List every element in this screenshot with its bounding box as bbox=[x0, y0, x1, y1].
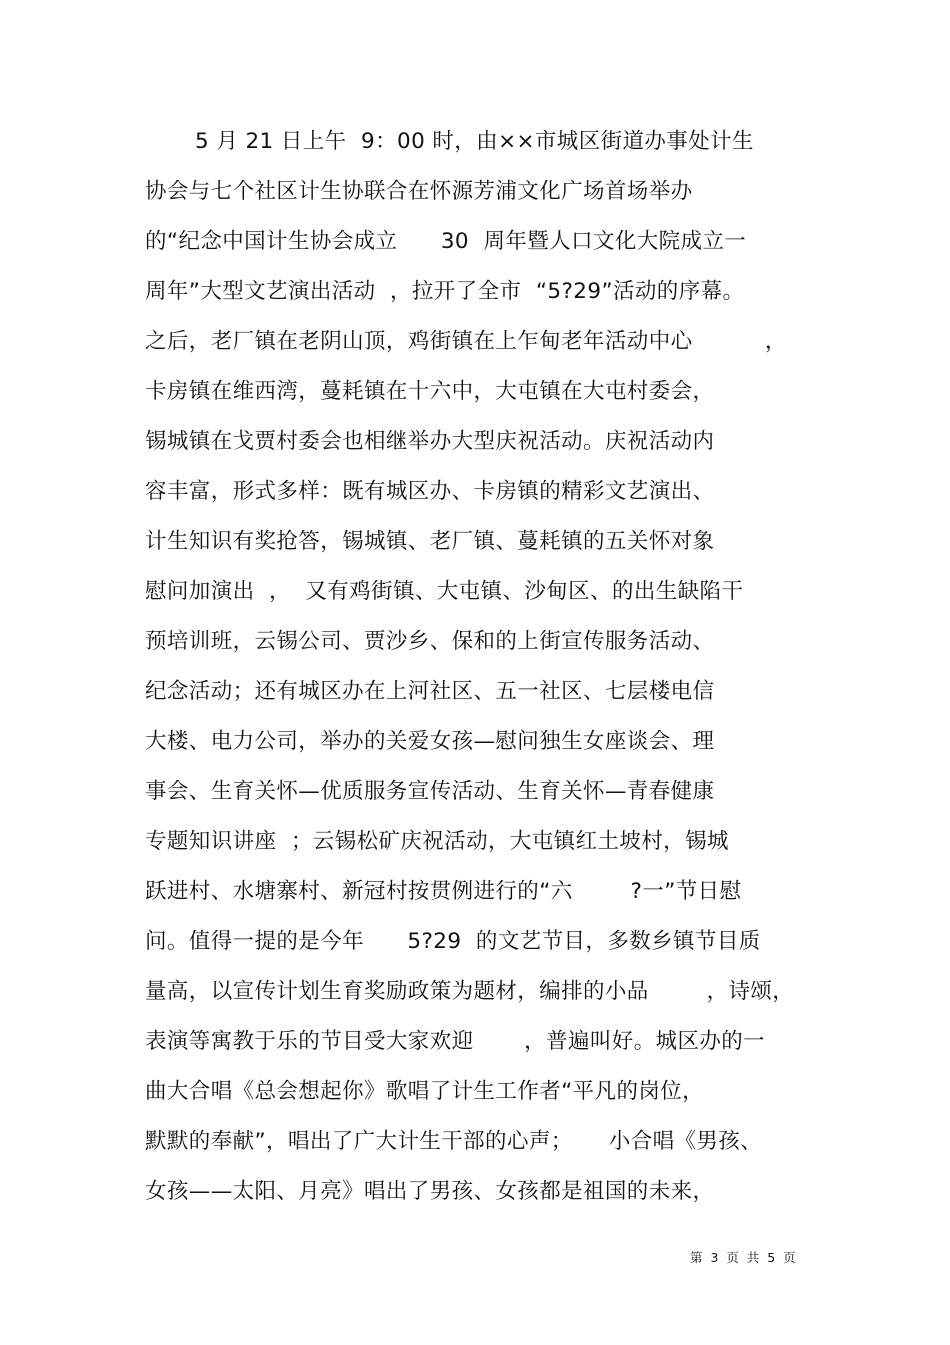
text-line: 默默的奉献”，唱出了广大计生干部的心声； 小合唱《男孩、 bbox=[145, 1129, 763, 1154]
text-line: 容丰富，形式多样：既有城区办、卡房镇的精彩文艺演出、 bbox=[145, 479, 715, 504]
text-line: 专题知识讲座 ；云锡松矿庆祝活动，大屯镇红土坡村，锡城 bbox=[145, 829, 729, 854]
page-number-footer: 第 3 页 共 5 页 bbox=[690, 1250, 796, 1265]
text-line: 的“纪念中国计生协会成立 30 周年暨人口文化大院成立一 bbox=[145, 229, 747, 254]
text-line: 大楼、电力公司，举办的关爱女孩—慰问独生女座谈会、理 bbox=[145, 729, 715, 754]
text-line: 纪念活动；还有城区办在上河社区、五一社区、七层楼电信 bbox=[145, 679, 715, 704]
text-line: 周年”大型文艺演出活动 ，拉开了全市 “5?29”活动的序幕。 bbox=[145, 279, 745, 304]
text-line: 之后，老厂镇在老阴山顶，鸡街镇在上乍甸老年活动中心 ， bbox=[145, 329, 787, 354]
text-line: 量高，以宣传计划生育奖励政策为题材，编排的小品 ，诗颂， bbox=[145, 979, 795, 1004]
text-line: 卡房镇在维西湾，蔓耗镇在十六中，大屯镇在大屯村委会， bbox=[145, 379, 715, 404]
text-line: 5 月 21 日上午 9：00 时，由××市城区街道办事处计生 bbox=[195, 129, 754, 154]
text-line: 女孩——太阳、月亮》唱出了男孩、女孩都是祖国的未来， bbox=[145, 1179, 715, 1204]
text-line: 慰问加演出 ， 又有鸡街镇、大屯镇、沙甸区、的出生缺陷干 bbox=[145, 579, 744, 604]
text-line: 跃进村、水塘寨村、新冠村按贯例进行的“六 ?一”节日慰 bbox=[145, 879, 742, 904]
text-line: 问。值得一提的是今年 5?29 的文艺节目，多数乡镇节目质 bbox=[145, 929, 761, 954]
text-line: 计生知识有奖抢答，锡城镇、老厂镇、蔓耗镇的五关怀对象 bbox=[145, 529, 715, 554]
text-line: 锡城镇在戈贾村委会也相继举办大型庆祝活动。庆祝活动内 bbox=[145, 429, 715, 454]
text-line: 协会与七个社区计生协联合在怀源芳浦文化广场首场举办 bbox=[145, 179, 693, 204]
body-paragraph bbox=[145, 117, 845, 1217]
text-line: 表演等寓教于乐的节目受大家欢迎 ，普遍叫好。城区办的一 bbox=[145, 1029, 766, 1054]
text-line: 预培训班，云锡公司、贾沙乡、保和的上街宣传服务活动、 bbox=[145, 629, 715, 654]
text-line: 曲大合唱《总会想起你》歌唱了计生工作者“平凡的岗位， bbox=[145, 1079, 705, 1104]
text-line: 事会、生育关怀—优质服务宣传活动、生育关怀—青春健康 bbox=[145, 779, 715, 804]
